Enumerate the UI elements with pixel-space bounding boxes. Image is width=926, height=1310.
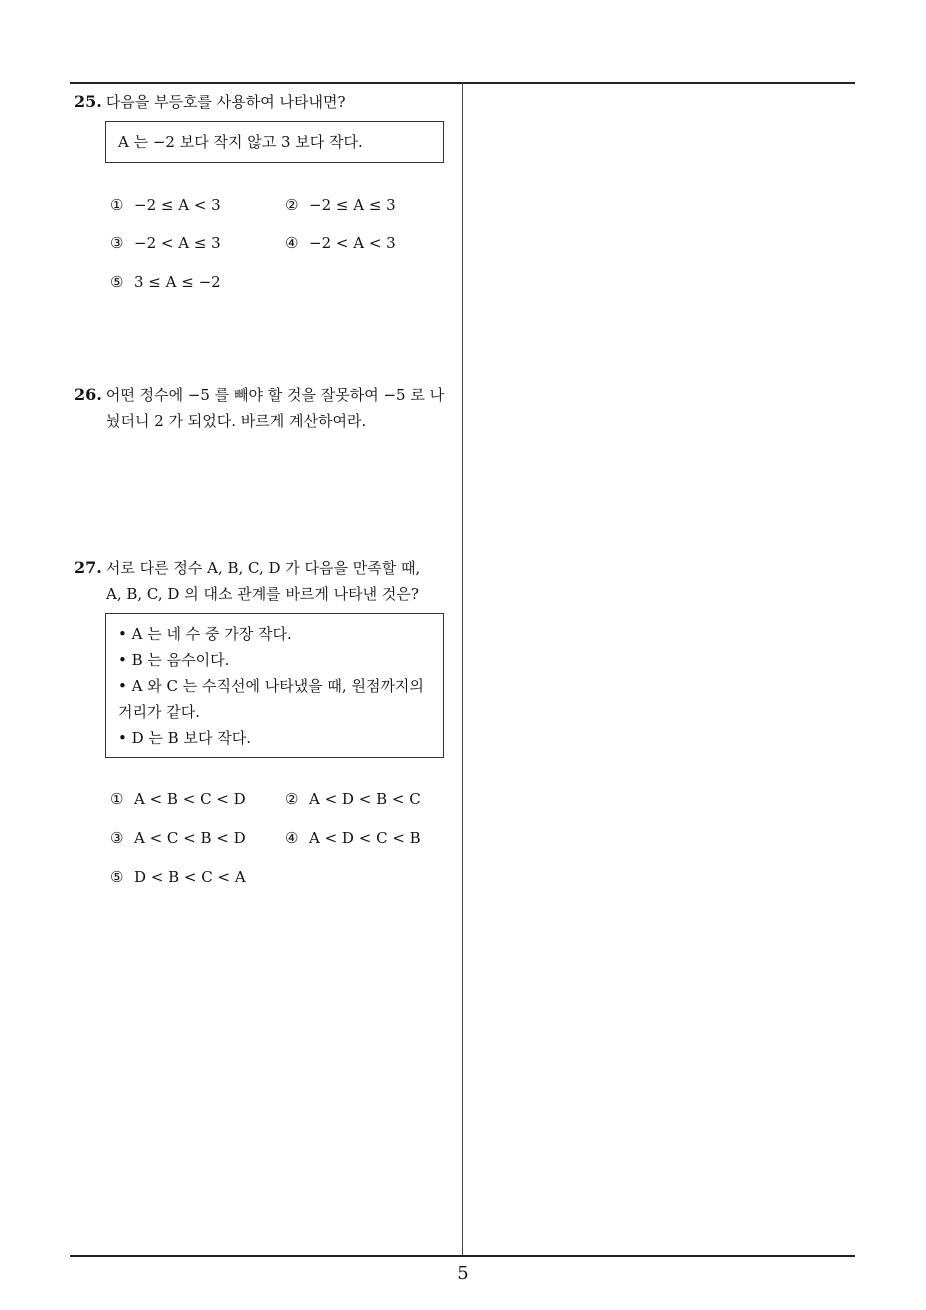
condition-1: • A 는 네 수 중 가장 작다. xyxy=(118,625,292,643)
choice-expr: A < D < C < B xyxy=(309,829,421,847)
choice-number: ⑤ xyxy=(110,868,124,886)
choice-expr: D < B < C < A xyxy=(134,868,246,886)
choice-number: ② xyxy=(285,196,299,214)
bottom-rule xyxy=(70,1255,855,1257)
question-number: 25. xyxy=(74,92,102,111)
q25-choice-3[interactable] xyxy=(110,234,221,252)
choice-expr: −2 ≤ A ≤ 3 xyxy=(309,196,396,214)
q25-condition-box xyxy=(105,121,444,163)
choice-number: ⑤ xyxy=(110,273,124,291)
q25-choice-5[interactable] xyxy=(110,273,221,291)
choice-number: ① xyxy=(110,196,124,214)
q27-choice-5[interactable] xyxy=(110,868,246,886)
choice-expr: −2 ≤ A < 3 xyxy=(134,196,221,214)
choice-number: ③ xyxy=(110,234,124,252)
condition-3: • A 와 C 는 수직선에 나타냈을 때, 원점까지의 xyxy=(118,677,424,695)
q25-choice-2[interactable] xyxy=(285,196,396,214)
q27-condition-box xyxy=(105,613,444,758)
question-25 xyxy=(74,89,458,115)
condition-3-continued: 거리가 같다. xyxy=(118,703,200,721)
question-26 xyxy=(74,382,458,434)
page-number: 5 xyxy=(457,1263,469,1284)
condition-4: • D 는 B 보다 작다. xyxy=(118,729,251,747)
condition-text: A 는 −2 보다 작지 않고 3 보다 작다. xyxy=(118,133,363,151)
choice-expr: A < B < C < D xyxy=(134,790,246,808)
q25-choice-1[interactable] xyxy=(110,196,221,214)
question-number: 26. xyxy=(74,385,102,404)
q27-choice-4[interactable] xyxy=(285,829,421,847)
question-text: 다음을 부등호를 사용하여 나타내면? xyxy=(105,93,346,111)
q27-choice-1[interactable] xyxy=(110,790,246,808)
choice-expr: A < D < B < C xyxy=(309,790,421,808)
column-divider xyxy=(462,83,463,1256)
choice-expr: 3 ≤ A ≤ −2 xyxy=(134,273,221,291)
choice-number: ④ xyxy=(285,829,299,847)
condition-2: • B 는 음수이다. xyxy=(118,651,230,669)
q27-choice-3[interactable] xyxy=(110,829,246,847)
choice-expr: −2 < A < 3 xyxy=(309,234,396,252)
question-number: 27. xyxy=(74,558,102,577)
choice-expr: −2 < A ≤ 3 xyxy=(134,234,221,252)
choice-number: ④ xyxy=(285,234,299,252)
question-text-line-2: A, B, C, D 의 대소 관계를 바르게 나타낸 것은? xyxy=(106,585,419,603)
choice-number: ③ xyxy=(110,829,124,847)
question-text-line-1: 서로 다른 정수 A, B, C, D 가 다음을 만족할 때, xyxy=(105,559,421,577)
choice-number: ① xyxy=(110,790,124,808)
question-text-line-2: 눴더니 2 가 되었다. 바르게 계산하여라. xyxy=(106,412,367,430)
question-text-line-1: 어떤 정수에 −5 를 빼야 할 것을 잘못하여 −5 로 나 xyxy=(105,386,445,404)
q25-choice-4[interactable] xyxy=(285,234,396,252)
q27-choice-2[interactable] xyxy=(285,790,421,808)
choice-expr: A < C < B < D xyxy=(134,829,246,847)
choice-number: ② xyxy=(285,790,299,808)
question-27 xyxy=(74,555,458,607)
